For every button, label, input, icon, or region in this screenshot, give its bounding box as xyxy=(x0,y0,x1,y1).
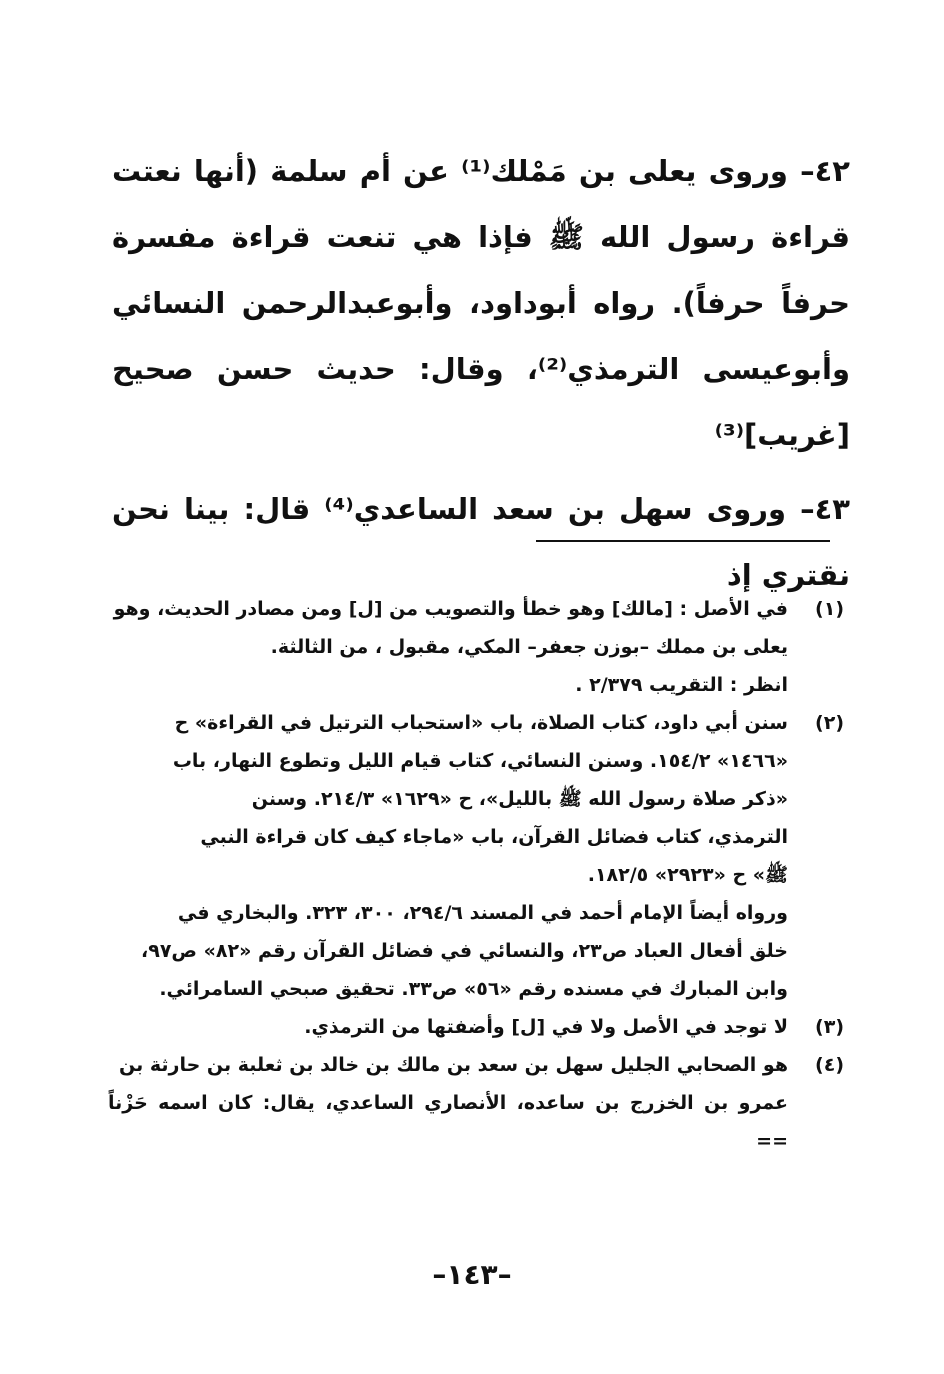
footnote-line: ﷺ» ح «٢٩٢٣» ١٨٢/٥. xyxy=(587,864,788,886)
footnote-body xyxy=(108,590,788,704)
main-text xyxy=(112,138,850,608)
footnote-body xyxy=(108,1046,788,1160)
footnote-line: «١٤٦٦» ١٥٤/٢. وسنن النسائي، كتاب قيام الليل وتطوع النهار، باب xyxy=(172,750,788,772)
footnote-line: وابن المبارك في مسنده رقم «٥٦» ص٣٣. تحقيق صبحي السامرائي. xyxy=(159,978,788,1000)
footnote-line: خلق أفعال العباد ص٢٣، والنسائي في فضائل القرآن رقم «٨٢» ص٩٧، xyxy=(141,940,788,962)
footnote-line: لا توجد في الأصل ولا في [ل] وأضفتها من الترمذي. xyxy=(304,1016,788,1038)
footnotes xyxy=(108,590,844,1160)
footnote-line: يعلى بن مملك –بوزن جعفر– المكي، مقبول ، من الثالثة. xyxy=(270,636,788,658)
footnote-number: (٢) xyxy=(815,712,844,734)
paragraph-number: ٤٢– xyxy=(800,154,850,188)
paragraph-number: ٤٣– xyxy=(800,492,850,526)
footnote-line: في الأصل : [مالك] وهو خطأ والتصويب من [ل] ومن مصادر الحديث، وهو xyxy=(113,598,788,620)
footnote-number: (٤) xyxy=(815,1054,844,1076)
footnote xyxy=(108,704,844,1008)
hadith-paragraph-43 xyxy=(112,476,850,608)
paragraph-text: وروى يعلى بن مَمْلك⁽¹⁾ عن أم سلمة (أنها نعتت قراءة رسول الله ﷺ فإذا هي تنعت قراءة مفسرة حرفاً حرفاً). رواه أبوداود، وأبوعبدالرحمن النسائي وأبوعيسى الترمذي⁽²⁾، وقال: حديث حسن صحيح [غريب]⁽³⁾ xyxy=(112,154,850,452)
page-number: –١٤٣– xyxy=(432,1258,512,1291)
footnote-line: سنن أبي داود، كتاب الصلاة، باب «استحباب الترتيل في القراءة» ح xyxy=(174,712,788,734)
footnote-line: ورواه أيضاً الإمام أحمد في المسند ٢٩٤/٦، ٣٠٠، ٣٢٣. والبخاري في xyxy=(177,902,788,924)
paragraph-text: وروى سهل بن سعد الساعدي⁽⁴⁾ قال: بينا نحن نقتري إذ xyxy=(112,492,850,592)
footnote-line: هو الصحابي الجليل سهل بن سعد بن مالك بن خالد بن ثعلبة بن حارثة بن xyxy=(119,1054,788,1076)
footnote-body xyxy=(108,1008,788,1046)
footnote-body xyxy=(108,704,788,1008)
footnote xyxy=(108,1046,844,1160)
footnote-number: (٣) xyxy=(815,1016,844,1038)
footnote-number: (١) xyxy=(815,598,844,620)
footnote-line: انظر : التقريب ٢/٣٧٩ . xyxy=(575,674,788,696)
footnote-separator xyxy=(536,540,830,542)
footnote-line: الترمذي، كتاب فضائل القرآن، باب «ماجاء كيف كان قراءة النبي xyxy=(200,826,788,848)
footnote-line: «ذكر صلاة رسول الله ﷺ بالليل»، ح «١٦٢٩» ٢١٤/٣. وسنن xyxy=(251,788,788,810)
footnote-line: عمرو بن الخزرج بن ساعده، الأنصاري الساعدي، يقال: كان اسمه حَزْناً == xyxy=(108,1092,788,1152)
footnote xyxy=(108,1008,844,1046)
hadith-paragraph-42 xyxy=(112,138,850,468)
footnote xyxy=(108,590,844,704)
